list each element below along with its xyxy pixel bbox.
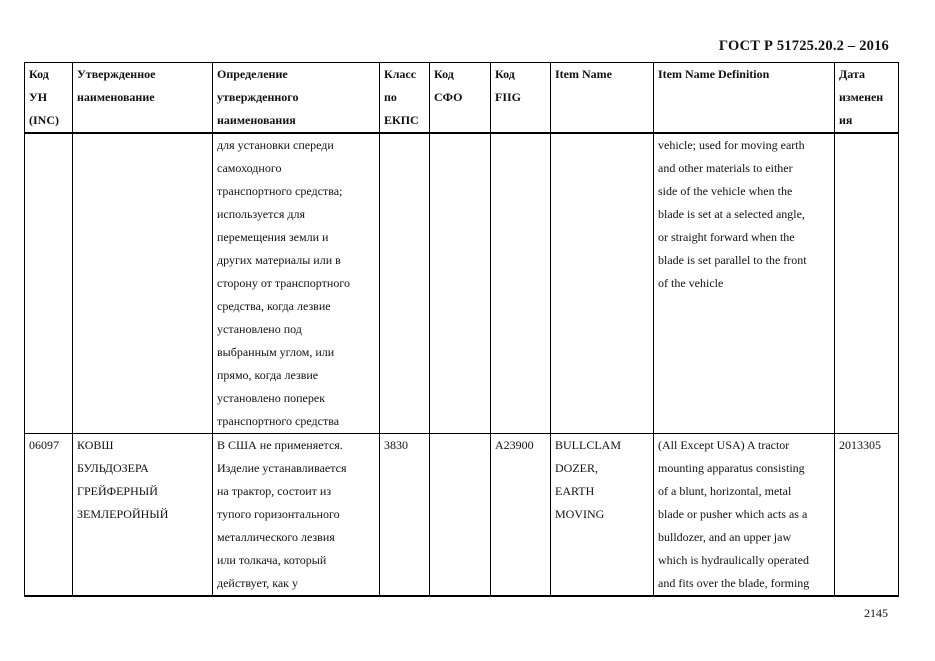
cell-class	[380, 133, 430, 434]
cell-item-name	[551, 133, 654, 434]
table-row	[25, 434, 899, 597]
cell-definition-en: vehicle; used for moving earth and other materials to either side of the vehicle when the blade is set at a selected angle, or straight forward when the blade is set parallel to the front of the vehicle	[654, 133, 835, 434]
cell-definition-en: (All Except USA) A tractor mounting apparatus consisting of a blunt, horizontal, metal blade or pusher which acts as a bulldozer, and an upper jaw which is hydraulically operated and fits over the blade, forming	[654, 434, 835, 597]
header-definition-en: Item Name Definition	[654, 63, 835, 134]
cell-class: 3830	[380, 434, 430, 597]
header-inc: Код УН (INC)	[25, 63, 73, 134]
cell-inc: 06097	[25, 434, 73, 597]
header-approved-name: Утвержденное наименование	[73, 63, 213, 134]
cell-item-name: BULLCLAM DOZER, EARTH MOVING	[551, 434, 654, 597]
document-title: ГОСТ Р 51725.20.2 – 2016	[718, 38, 889, 54]
cell-definition-ru: для установки спереди самоходного транспортного средства; используется для перемещения земли и других материалы или в сторону от транспортного средства, когда лезвие установлено под выбранным углом, или прямо, когда лезвие установлено поперек транспортного средства	[213, 133, 380, 434]
table-header-row	[25, 63, 899, 134]
header-sfo: Код СФО	[430, 63, 491, 134]
header-item-name: Item Name	[551, 63, 654, 134]
header-class: Класс по ЕКПС	[380, 63, 430, 134]
catalog-table	[24, 62, 899, 597]
cell-approved-name: КОВШ БУЛЬДОЗЕРА ГРЕЙФЕРНЫЙ ЗЕМЛЕРОЙНЫЙ	[73, 434, 213, 597]
cell-sfo	[430, 133, 491, 434]
cell-sfo	[430, 434, 491, 597]
cell-approved-name	[73, 133, 213, 434]
cell-date	[835, 133, 899, 434]
cell-date: 2013305	[835, 434, 899, 597]
header-definition-ru: Определение утвержденного наименования	[213, 63, 380, 134]
cell-fiig: A23900	[491, 434, 551, 597]
cell-fiig	[491, 133, 551, 434]
cell-inc	[25, 133, 73, 434]
cell-definition-ru: В США не применяется. Изделие устанавливается на трактор, состоит из тупого горизонтального металлического лезвия или толкача, который действует, как у	[213, 434, 380, 597]
page-number: 2145	[864, 606, 888, 620]
table-row	[25, 133, 899, 434]
header-fiig: Код FIIG	[491, 63, 551, 134]
header-date: Дата изменен ия	[835, 63, 899, 134]
